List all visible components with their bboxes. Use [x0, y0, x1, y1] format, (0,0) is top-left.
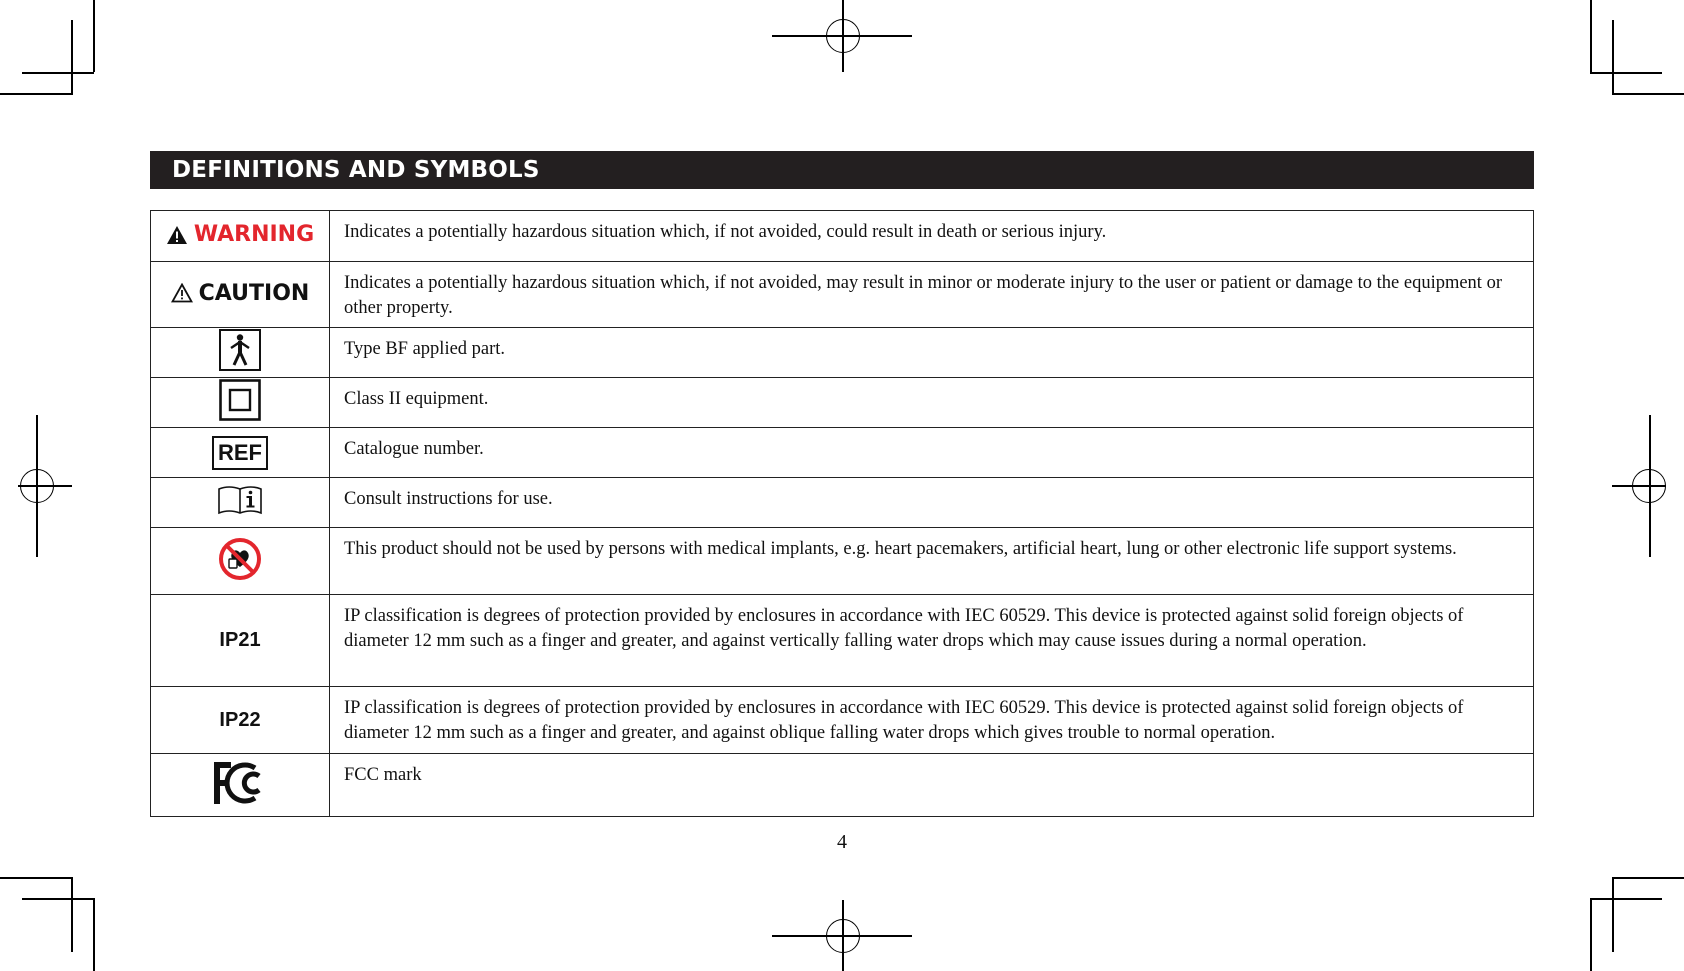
- table-row: [151, 478, 1534, 528]
- caution-description: Indicates a potentially hazardous situation which, if not avoided, may result in minor or moderate injury to the user or patient or damage to the equipment or other property.: [330, 262, 1534, 328]
- consult-instructions-icon: [217, 484, 263, 516]
- definitions-table: [150, 210, 1534, 817]
- warning-triangle-icon: [166, 225, 188, 245]
- symbol-cell: [151, 595, 330, 687]
- warning-signal-word: [166, 222, 314, 247]
- class-ii-equipment-icon: [219, 379, 261, 421]
- table-row: [151, 528, 1534, 595]
- symbol-cell: [151, 428, 330, 478]
- ref-icon: REF: [212, 436, 268, 470]
- instructions-description: Consult instructions for use.: [330, 478, 1534, 528]
- warning-description: Indicates a potentially hazardous situation which, if not avoided, could result in death or serious injury.: [330, 211, 1534, 262]
- symbol-cell: [151, 687, 330, 754]
- symbol-cell: [151, 478, 330, 528]
- symbol-cell: [151, 378, 330, 428]
- page-number: 4: [837, 831, 847, 853]
- table-row: [151, 211, 1534, 262]
- ip21-code: IP21: [219, 629, 261, 651]
- warning-label: WARNING: [193, 222, 315, 248]
- medical-implants-description: This product should not be used by persons with medical implants, e.g. heart pacemakers, artificial heart, lung or other electronic life support systems.: [330, 528, 1534, 595]
- catalogue-description: Catalogue number.: [330, 428, 1534, 478]
- ip22-code: IP22: [219, 708, 261, 731]
- fcc-mark-icon: [211, 759, 269, 807]
- type-bf-description: Type BF applied part.: [330, 328, 1534, 378]
- ip21-description: IP classification is degrees of protection provided by enclosures in accordance with IEC 60529. This device is protected against solid foreign objects of diameter 12 mm such as a finger and greater, and against vertically falling water drops which may cause issues during a normal operation.: [330, 595, 1534, 687]
- table-row: [151, 262, 1534, 328]
- table-row: [151, 328, 1534, 378]
- caution-triangle-icon: [171, 283, 193, 303]
- table-row: [151, 428, 1534, 478]
- type-bf-applied-part-icon: [219, 329, 261, 371]
- caution-label: CAUTION: [198, 280, 310, 306]
- symbol-cell: [151, 211, 330, 262]
- class-ii-description: Class II equipment.: [330, 378, 1534, 428]
- ip22-description: IP classification is degrees of protection provided by enclosures in accordance with IEC 60529. This device is protected against solid foreign objects of diameter 12 mm such as a finger and greater, and against oblique falling water drops which gives trouble to normal operation.: [330, 687, 1534, 754]
- table-row: [151, 378, 1534, 428]
- table-row: [151, 687, 1534, 754]
- symbol-cell: [151, 328, 330, 378]
- symbol-cell: [151, 754, 330, 817]
- symbol-cell: [151, 262, 330, 328]
- no-medical-implants-icon: [218, 537, 262, 581]
- symbol-cell: [151, 528, 330, 595]
- section-title: DEFINITIONS AND SYMBOLS: [150, 151, 1534, 189]
- table-row: [151, 754, 1534, 817]
- table-row: [151, 595, 1534, 687]
- fcc-description: FCC mark: [330, 754, 1534, 817]
- caution-signal-word: [171, 281, 310, 306]
